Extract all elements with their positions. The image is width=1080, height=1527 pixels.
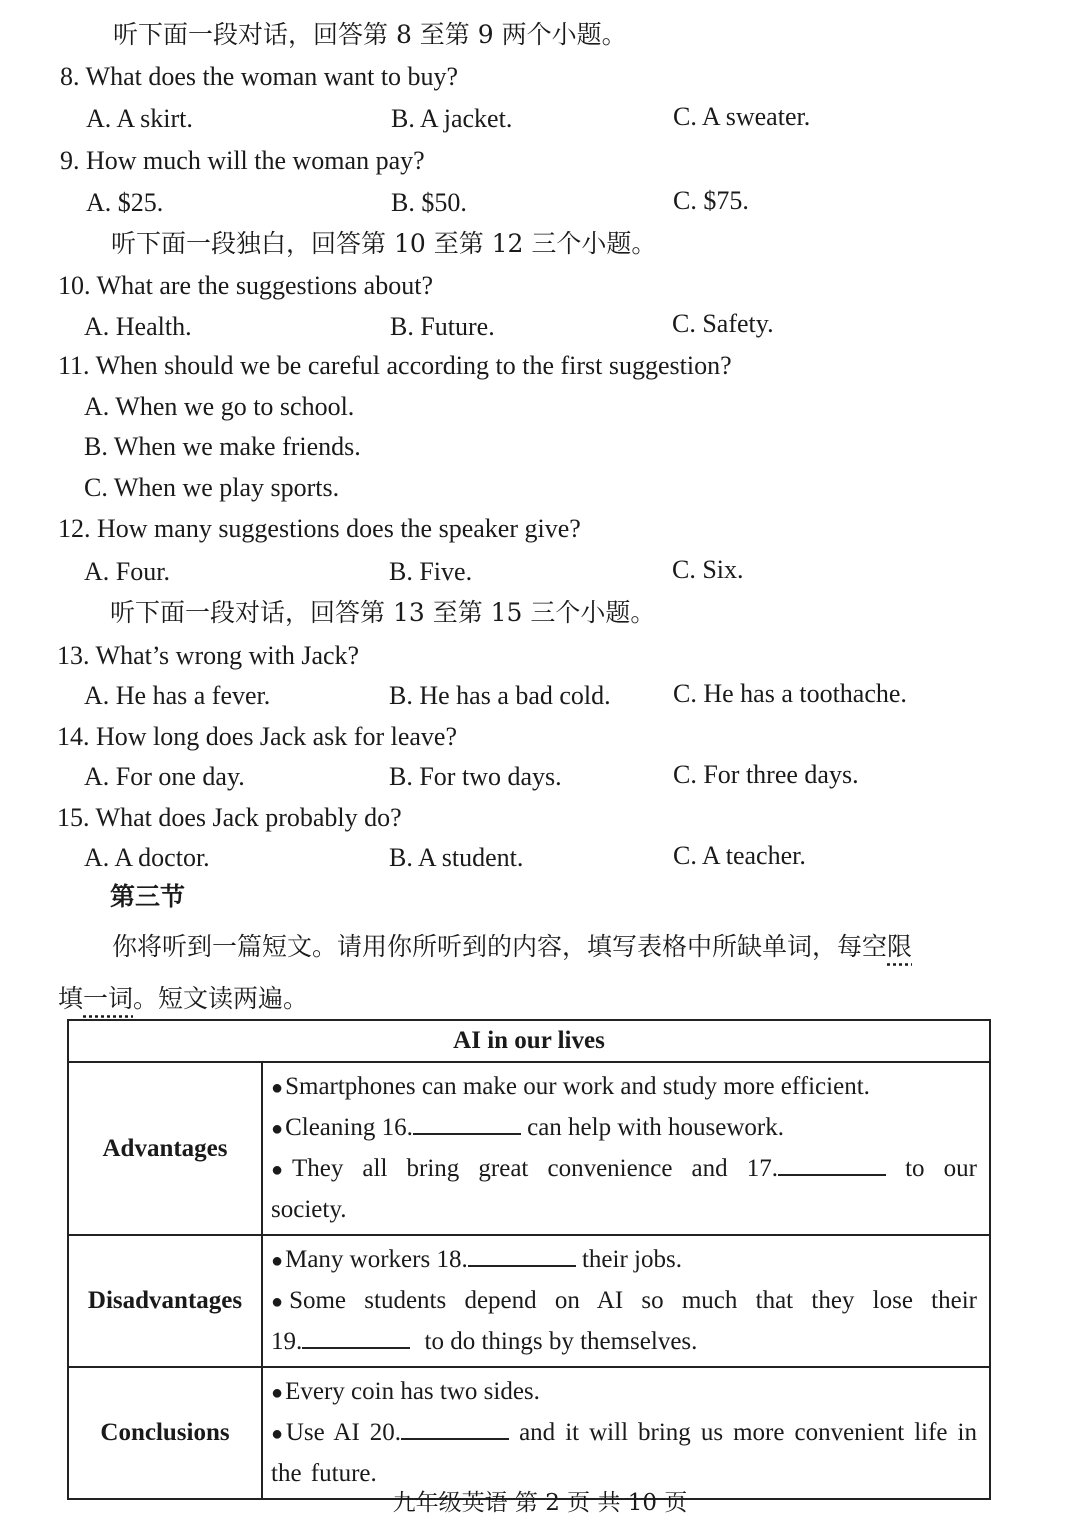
q10-option-a: A. Health. — [84, 312, 192, 341]
list-item — [271, 1067, 977, 1108]
item-text: Some students depend on AI so much that they lose their 19. — [271, 1287, 977, 1355]
bullet-icon: ● — [271, 1250, 284, 1272]
section-3-instruction-line-2 — [58, 983, 308, 1015]
q11-option-c: C. When we play sports. — [84, 473, 340, 502]
list-item — [271, 1108, 977, 1149]
q15-option-a: A. A doctor. — [84, 843, 210, 872]
q9-option-c: C. $75. — [673, 186, 749, 215]
item-text: and it will bring us more convenient life in the future. — [271, 1419, 977, 1487]
table-row-advantages — [68, 1062, 990, 1235]
item-text: Cleaning 16. — [285, 1114, 413, 1141]
bullet-icon: ● — [271, 1077, 284, 1099]
item-text: to do things by themselves. — [424, 1328, 698, 1355]
q11-option-a: A. When we go to school. — [84, 392, 355, 421]
q8-option-b: B. A jacket. — [391, 104, 513, 133]
ai-in-our-lives-table — [67, 1019, 991, 1500]
question-15: 15. What does Jack probably do? — [57, 803, 402, 832]
instruction-emphasis: 一词 — [83, 984, 134, 1013]
bullet-icon: ● — [271, 1159, 290, 1181]
blank-19[interactable] — [302, 1325, 410, 1349]
q9-option-b: B. $50. — [391, 188, 467, 217]
item-text: to our society. — [271, 1155, 977, 1223]
bullet-icon: ● — [271, 1291, 288, 1313]
bullet-icon: ● — [271, 1118, 284, 1140]
item-text: their jobs. — [581, 1246, 682, 1273]
q13-option-c: C. He has a toothache. — [673, 679, 907, 708]
table-row-conclusions — [68, 1367, 990, 1499]
q13-option-a: A. He has a fever. — [84, 681, 271, 710]
item-text: They all bring great convenience and 17. — [291, 1155, 778, 1182]
conclusions-content — [262, 1367, 990, 1499]
q15-option-b: B. A student. — [389, 843, 524, 872]
question-11: 11. When should we be careful according to the first suggestion? — [58, 351, 732, 380]
section-intro-10-12: 听下面一段独白，回答第 10 至第 12 三个小题。 — [111, 229, 657, 258]
list-item — [271, 1149, 977, 1230]
item-text: Use AI 20. — [285, 1419, 402, 1446]
table-header-row — [68, 1020, 990, 1062]
advantages-label: Advantages — [68, 1062, 262, 1235]
question-12: 12. How many suggestions does the speaker give? — [58, 514, 581, 543]
q14-option-b: B. For two days. — [389, 762, 562, 791]
section-intro-8-9: 听下面一段对话，回答第 8 至第 9 两个小题。 — [113, 20, 627, 49]
q10-option-c: C. Safety. — [672, 309, 774, 338]
section-3-title: 第三节 — [110, 882, 186, 911]
question-14: 14. How long does Jack ask for leave? — [57, 722, 457, 751]
question-10: 10. What are the suggestions about? — [58, 271, 433, 300]
q10-option-b: B. Future. — [390, 312, 495, 341]
section-intro-13-15: 听下面一段对话，回答第 13 至第 15 三个小题。 — [110, 598, 656, 627]
q13-option-b: B. He has a bad cold. — [389, 681, 611, 710]
list-item — [271, 1281, 977, 1362]
blank-16[interactable] — [413, 1111, 521, 1135]
instruction-text: 填 — [58, 984, 84, 1013]
question-13: 13. What’s wrong with Jack? — [57, 641, 360, 670]
instruction-text: 。短文读两遍。 — [133, 984, 309, 1013]
q12-option-a: A. Four. — [84, 557, 170, 586]
advantages-content — [262, 1062, 990, 1235]
disadvantages-content — [262, 1235, 990, 1367]
blank-20[interactable] — [401, 1416, 509, 1440]
blank-17[interactable] — [778, 1152, 886, 1176]
q14-option-c: C. For three days. — [673, 760, 859, 789]
item-text: Many workers 18. — [285, 1246, 468, 1273]
conclusions-label: Conclusions — [68, 1367, 262, 1499]
q11-option-b: B. When we make friends. — [84, 432, 361, 461]
list-item — [271, 1240, 977, 1281]
item-text: Smartphones can make our work and study more efficient. — [285, 1073, 870, 1100]
blank-18[interactable] — [468, 1243, 576, 1267]
q8-option-a: A. A skirt. — [86, 104, 193, 133]
bullet-icon: ● — [271, 1423, 284, 1445]
item-text: can help with housework. — [527, 1114, 784, 1141]
q15-option-c: C. A teacher. — [673, 841, 806, 870]
bullet-icon: ● — [271, 1382, 284, 1404]
table-title: AI in our lives — [68, 1020, 990, 1062]
question-9: 9. How much will the woman pay? — [60, 146, 425, 175]
list-item — [271, 1413, 977, 1494]
instruction-text: 你将听到一篇短文。请用你所听到的内容，填写表格中所缺单词，每空 — [112, 932, 888, 961]
q12-option-c: C. Six. — [672, 555, 744, 584]
question-8: 8. What does the woman want to buy? — [60, 62, 459, 91]
disadvantages-label: Disadvantages — [68, 1235, 262, 1367]
table-row-disadvantages — [68, 1235, 990, 1367]
instruction-emphasis: 限 — [887, 932, 913, 961]
page-footer: 九年级英语 第 2 页 共 10 页 — [392, 1490, 688, 1516]
q8-option-c: C. A sweater. — [673, 102, 811, 131]
section-3-instruction-line-1 — [112, 931, 912, 963]
list-item — [271, 1372, 977, 1413]
item-text: Every coin has two sides. — [285, 1378, 540, 1405]
q12-option-b: B. Five. — [389, 557, 473, 586]
q9-option-a: A. $25. — [86, 188, 164, 217]
q14-option-a: A. For one day. — [84, 762, 245, 791]
